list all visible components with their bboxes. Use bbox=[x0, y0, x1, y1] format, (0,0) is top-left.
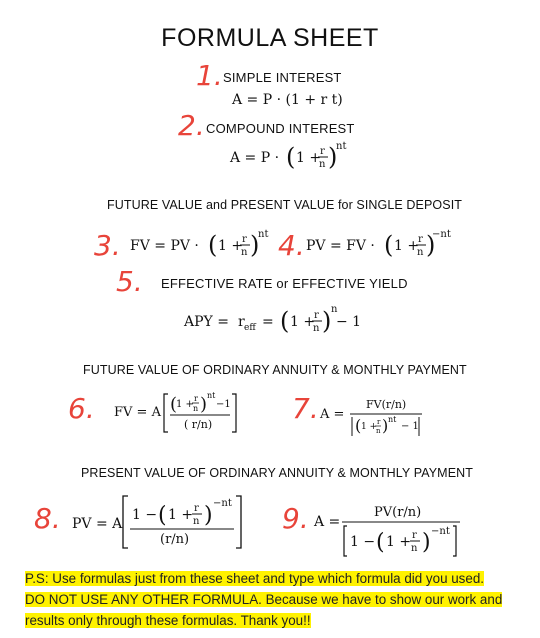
svg-text:nt: nt bbox=[258, 229, 269, 240]
item-number-1: 1. bbox=[196, 59, 223, 92]
svg-text:1 +: 1 + bbox=[168, 507, 194, 523]
svg-text:1 +: 1 + bbox=[386, 534, 412, 550]
section-heading-pv-annuity: PRESENT VALUE OF ORDINARY ANNUITY & MONTHLY PAYMENT bbox=[81, 466, 473, 480]
svg-text:): ) bbox=[422, 530, 431, 555]
svg-text:−nt: −nt bbox=[213, 498, 232, 509]
svg-text:( r/n): ( r/n) bbox=[184, 418, 213, 431]
note-line-2: DO NOT USE ANY OTHER FORMULA. Because we have to show our work and bbox=[25, 592, 503, 607]
svg-text:n: n bbox=[241, 247, 248, 258]
svg-text:n: n bbox=[411, 543, 418, 554]
svg-text:r: r bbox=[418, 234, 423, 245]
svg-text:(: ( bbox=[280, 307, 290, 335]
svg-text:PV(r/n): PV(r/n) bbox=[374, 505, 422, 520]
svg-text:n: n bbox=[193, 404, 199, 413]
svg-text:(: ( bbox=[384, 231, 394, 259]
svg-text:PV = A: PV = A bbox=[72, 516, 123, 532]
svg-text:APY =: APY = bbox=[184, 314, 229, 330]
svg-text:n: n bbox=[319, 159, 326, 170]
pv-annuity-payment-formula bbox=[312, 498, 472, 558]
item-number-7: 7. bbox=[292, 392, 319, 425]
svg-text:): ) bbox=[322, 307, 332, 335]
svg-text:): ) bbox=[382, 416, 389, 435]
svg-text:1 +: 1 + bbox=[361, 422, 378, 432]
note-line-3: results only through these formulas. Thank you!! bbox=[25, 613, 311, 628]
svg-text:n: n bbox=[331, 304, 338, 315]
svg-text:(: ( bbox=[208, 231, 218, 259]
svg-text:r: r bbox=[194, 394, 198, 403]
svg-text:1 +: 1 + bbox=[218, 238, 244, 254]
svg-text:1 +: 1 + bbox=[290, 314, 316, 330]
svg-text:): ) bbox=[250, 231, 260, 259]
item-number-5: 5. bbox=[116, 265, 143, 298]
svg-text:r: r bbox=[314, 310, 319, 321]
svg-text:1 +: 1 + bbox=[176, 399, 194, 410]
svg-text:(: ( bbox=[170, 394, 178, 415]
svg-text:): ) bbox=[426, 231, 436, 259]
fv-single-deposit-formula bbox=[128, 226, 268, 266]
svg-text:FV = PV ·: FV = PV · bbox=[130, 238, 199, 254]
svg-text:r: r bbox=[377, 418, 381, 426]
svg-text:): ) bbox=[328, 143, 338, 171]
svg-text:−nt: −nt bbox=[431, 526, 450, 537]
svg-text:(: ( bbox=[376, 530, 385, 555]
item-number-2: 2. bbox=[178, 109, 205, 142]
svg-text:1 +: 1 + bbox=[296, 150, 322, 166]
compound-interest-label: COMPOUND INTEREST bbox=[206, 121, 355, 136]
svg-text:1 −: 1 − bbox=[132, 507, 158, 523]
svg-text:−nt: −nt bbox=[432, 229, 451, 240]
svg-text:n: n bbox=[193, 516, 200, 527]
svg-text:FV = A: FV = A bbox=[114, 405, 161, 420]
svg-text:n: n bbox=[376, 427, 381, 435]
svg-text:nt: nt bbox=[207, 391, 216, 400]
section-heading-fv-annuity: FUTURE VALUE OF ORDINARY ANNUITY & MONTHLY PAYMENT bbox=[83, 363, 467, 377]
fv-annuity-payment-formula bbox=[318, 392, 438, 438]
svg-text:(r/n): (r/n) bbox=[160, 532, 190, 547]
svg-text:(: ( bbox=[158, 503, 167, 528]
note-line-1: P.S: Use formulas just from these sheet and type which formula did you used. bbox=[25, 571, 484, 586]
item-number-8: 8. bbox=[34, 502, 61, 535]
svg-text:−1: −1 bbox=[216, 399, 231, 410]
svg-text:r: r bbox=[412, 530, 417, 541]
pv-single-deposit-formula bbox=[304, 226, 454, 266]
instruction-note bbox=[25, 568, 535, 631]
simple-interest-label: SIMPLE INTEREST bbox=[223, 70, 342, 85]
svg-text:nt: nt bbox=[388, 415, 397, 424]
simple-interest-formula: A = P · (1 + r t) bbox=[232, 92, 343, 108]
effective-rate-label: EFFECTIVE RATE or EFFECTIVE YIELD bbox=[161, 276, 408, 291]
svg-text:− 1: − 1 bbox=[336, 314, 362, 330]
compound-interest-formula bbox=[224, 136, 347, 176]
svg-text:(: ( bbox=[355, 416, 362, 435]
svg-text:r: r bbox=[320, 146, 325, 157]
item-number-9: 9. bbox=[282, 502, 309, 535]
svg-text:A = P ·: A = P · bbox=[230, 150, 280, 166]
svg-text:): ) bbox=[200, 394, 208, 415]
svg-text:− 1: − 1 bbox=[401, 421, 419, 432]
svg-text:PV = FV ·: PV = FV · bbox=[306, 238, 375, 254]
svg-text:A =: A = bbox=[320, 407, 345, 422]
svg-text:(: ( bbox=[286, 143, 296, 171]
page-title: FORMULA SHEET bbox=[161, 24, 379, 52]
svg-text:n: n bbox=[417, 247, 424, 258]
svg-text:r: r bbox=[194, 503, 199, 514]
effective-rate-formula bbox=[182, 298, 362, 344]
svg-text:=: = bbox=[262, 314, 274, 330]
item-number-6: 6. bbox=[68, 392, 95, 425]
svg-text:nt: nt bbox=[336, 141, 347, 152]
item-number-3: 3. bbox=[94, 229, 121, 262]
svg-text:1 −: 1 − bbox=[350, 534, 376, 550]
svg-text:FV(r/n): FV(r/n) bbox=[366, 398, 407, 411]
svg-text:n: n bbox=[313, 323, 320, 334]
pv-annuity-formula bbox=[70, 492, 250, 552]
svg-text:r: r bbox=[242, 234, 247, 245]
svg-text:1 +: 1 + bbox=[394, 238, 420, 254]
fv-annuity-formula bbox=[112, 390, 242, 436]
svg-text:r: r bbox=[238, 314, 245, 330]
svg-text:eff: eff bbox=[244, 323, 256, 333]
item-number-4: 4. bbox=[278, 229, 305, 262]
section-heading-single-deposit: FUTURE VALUE and PRESENT VALUE for SINGLE DEPOSIT bbox=[107, 198, 463, 212]
svg-text:A =: A = bbox=[314, 514, 341, 530]
svg-text:): ) bbox=[204, 503, 213, 528]
